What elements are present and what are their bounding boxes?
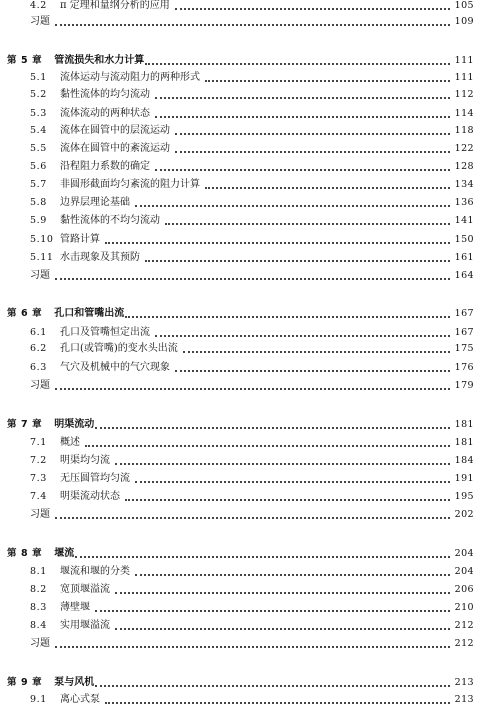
page-number: 204	[454, 548, 474, 559]
page-number: 167	[454, 308, 474, 319]
dot-leader	[135, 574, 450, 576]
section-number: 7.2	[30, 455, 47, 466]
section-number: 7.3	[30, 473, 47, 484]
chapter-title: 泵与风机	[54, 677, 95, 688]
page-number: 150	[454, 234, 474, 245]
section-title: 离心式泵	[60, 694, 100, 705]
toc-exercise-row[interactable]	[0, 267, 483, 285]
section-title: 流体在圆管中的紊流运动	[60, 143, 170, 154]
dot-leader	[95, 610, 450, 612]
page-number: 105	[454, 0, 474, 11]
section-number: 5.10	[30, 234, 54, 245]
section-title: 明渠均匀流	[60, 455, 110, 466]
dot-leader	[205, 187, 450, 189]
toc-section-row[interactable]	[0, 231, 483, 249]
section-title: 孔口及管嘴恒定出流	[60, 327, 150, 338]
chapter-number: 第 8 章	[7, 548, 43, 559]
toc-section-row[interactable]	[0, 249, 483, 267]
section-number: 4.2	[30, 0, 47, 11]
exercise-title: 习题	[30, 16, 50, 27]
chapter-number: 第 5 章	[7, 55, 43, 66]
toc-section-row[interactable]	[0, 194, 483, 212]
section-title: 气穴及机械中的气穴现象	[60, 362, 170, 373]
toc-chapter-row[interactable]	[0, 674, 483, 692]
page-number: 202	[454, 509, 474, 520]
toc-exercise-row[interactable]	[0, 377, 483, 395]
toc-section-row[interactable]	[0, 691, 483, 709]
page-number: 212	[454, 638, 474, 649]
chapter-title: 明渠流动	[54, 419, 95, 430]
dot-leader	[115, 463, 450, 465]
dot-leader	[95, 427, 449, 429]
section-title: 薄壁堰	[60, 602, 90, 613]
section-number: 8.3	[30, 602, 47, 613]
section-number: 5.8	[30, 197, 47, 208]
section-number: 5.5	[30, 143, 47, 154]
section-number: 5.7	[30, 179, 47, 190]
section-number: 5.1	[30, 72, 47, 83]
exercise-title: 习题	[30, 270, 50, 281]
page-number: 204	[454, 566, 474, 577]
section-number: 6.3	[30, 362, 47, 373]
toc-section-row[interactable]	[0, 105, 483, 123]
dot-leader	[55, 646, 450, 648]
dot-leader	[175, 8, 450, 10]
chapter-number: 第 7 章	[7, 419, 43, 430]
toc-chapter-row[interactable]	[0, 305, 483, 323]
page-number: 213	[454, 677, 474, 688]
chapter-number: 第 6 章	[7, 308, 43, 319]
toc-section-row[interactable]	[0, 488, 483, 506]
page-number: 181	[454, 437, 474, 448]
page-number: 175	[454, 343, 474, 354]
toc-section-row[interactable]	[0, 122, 483, 140]
toc-section-row[interactable]	[0, 212, 483, 230]
page-number: 184	[454, 455, 474, 466]
toc-chapter-row[interactable]	[0, 545, 483, 563]
dot-leader	[155, 169, 450, 171]
dot-leader	[135, 481, 450, 483]
section-number: 5.2	[30, 89, 47, 100]
dot-leader	[175, 151, 450, 153]
toc-section-row[interactable]	[0, 340, 483, 358]
page-number: 212	[454, 620, 474, 631]
toc-section-row[interactable]	[0, 434, 483, 452]
toc-section-row[interactable]	[0, 69, 483, 87]
section-title: 流体在圆管中的层流运动	[60, 125, 170, 136]
page-number: 206	[454, 584, 474, 595]
page-number: 109	[454, 16, 474, 27]
section-title: 流体运动与流动阻力的两种形式	[60, 72, 200, 83]
section-title: 宽顶堰溢流	[60, 584, 110, 595]
toc-section-row[interactable]	[0, 581, 483, 599]
dot-leader	[55, 388, 450, 390]
dot-leader	[165, 223, 450, 225]
dot-leader	[105, 242, 450, 244]
section-title: 非圆形截面均匀紊流的阻力计算	[60, 179, 200, 190]
page-number: 118	[454, 125, 474, 136]
dot-leader	[115, 628, 450, 630]
dot-leader	[175, 370, 450, 372]
exercise-title: 习题	[30, 380, 50, 391]
section-number: 6.2	[30, 343, 47, 354]
page-number: 213	[454, 694, 474, 705]
dot-leader	[125, 316, 449, 318]
dot-leader	[205, 80, 450, 82]
section-number: 6.1	[30, 327, 47, 338]
page-number: 161	[454, 252, 474, 263]
page-number: 134	[454, 179, 474, 190]
chapter-number: 第 9 章	[7, 677, 43, 688]
toc-exercise-row[interactable]	[0, 506, 483, 524]
page-number: 111	[454, 72, 474, 83]
chapter-title: 孔口和管嘴出流	[54, 308, 125, 319]
section-number: 5.9	[30, 215, 47, 226]
toc-section-row[interactable]	[0, 176, 483, 194]
section-title: 孔口(或管嘴)的变水头出流	[60, 343, 178, 354]
section-number: 5.11	[30, 252, 54, 263]
page-number: 114	[454, 108, 474, 119]
chapter-title: 堰流	[54, 548, 75, 559]
section-title: 沿程阻力系数的确定	[60, 161, 150, 172]
section-title: 明渠流动状态	[60, 491, 120, 502]
dot-leader	[75, 556, 449, 558]
toc-exercise-row[interactable]	[0, 635, 483, 653]
page-number: 210	[454, 602, 474, 613]
dot-leader	[135, 205, 450, 207]
page-number: 167	[454, 327, 474, 338]
section-title: 堰流和堰的分类	[60, 566, 130, 577]
toc-chapter-row[interactable]	[0, 52, 483, 70]
section-title: 水击现象及其预防	[60, 252, 140, 263]
page-number: 179	[454, 380, 474, 391]
section-number: 5.3	[30, 108, 47, 119]
toc-section-row[interactable]	[0, 86, 483, 104]
page-number: 136	[454, 197, 474, 208]
dot-leader	[155, 116, 450, 118]
toc-section-row[interactable]	[0, 452, 483, 470]
dot-leader	[155, 97, 450, 99]
exercise-title: 习题	[30, 509, 50, 520]
dot-leader	[95, 685, 449, 687]
section-title: 概述	[60, 437, 80, 448]
exercise-title: 习题	[30, 638, 50, 649]
section-number: 5.4	[30, 125, 47, 136]
page-number: 164	[454, 270, 474, 281]
dot-leader	[183, 351, 450, 353]
section-title: 管路计算	[60, 234, 100, 245]
dot-leader	[155, 335, 450, 337]
toc-section-row[interactable]	[0, 359, 483, 377]
dot-leader	[115, 592, 450, 594]
dot-leader	[125, 499, 450, 501]
toc-section-row[interactable]	[0, 563, 483, 581]
toc-section-row[interactable]	[0, 158, 483, 176]
toc-section-row[interactable]	[0, 470, 483, 488]
page-number: 112	[454, 89, 474, 100]
dot-leader	[145, 260, 450, 262]
section-number: 7.1	[30, 437, 47, 448]
section-number: 7.4	[30, 491, 47, 502]
section-number: 8.4	[30, 620, 47, 631]
section-number: 5.6	[30, 161, 47, 172]
page-number: 111	[454, 55, 474, 66]
section-title: 无压圆管均匀流	[60, 473, 130, 484]
dot-leader	[105, 702, 450, 704]
toc-section-row[interactable]	[0, 599, 483, 617]
dot-leader	[85, 445, 450, 447]
page-number: 141	[454, 215, 474, 226]
chapter-title: 管流损失和水力计算	[54, 55, 145, 66]
dot-leader	[175, 133, 450, 135]
section-title: 流体流动的两种状态	[60, 108, 150, 119]
toc-chapter-row[interactable]	[0, 416, 483, 434]
section-title: 边界层理论基础	[60, 197, 130, 208]
section-title: π 定理和量纲分析的应用	[60, 0, 170, 11]
dot-leader	[55, 278, 450, 280]
dot-leader	[55, 517, 450, 519]
page-number: 122	[454, 143, 474, 154]
section-title: 实用堰溢流	[60, 620, 110, 631]
section-number: 9.1	[30, 694, 47, 705]
section-title: 黏性流体的均匀流动	[60, 89, 150, 100]
dot-leader	[145, 63, 449, 65]
toc-section-row[interactable]	[0, 140, 483, 158]
page-number: 176	[454, 362, 474, 373]
page-number: 181	[454, 419, 474, 430]
toc-exercise-row[interactable]	[0, 13, 483, 31]
section-number: 8.1	[30, 566, 47, 577]
toc-section-row[interactable]	[0, 617, 483, 635]
dot-leader	[55, 24, 450, 26]
page-number: 191	[454, 473, 474, 484]
section-number: 8.2	[30, 584, 47, 595]
page-number: 195	[454, 491, 474, 502]
page-number: 128	[454, 161, 474, 172]
section-title: 黏性流体的不均匀流动	[60, 215, 160, 226]
